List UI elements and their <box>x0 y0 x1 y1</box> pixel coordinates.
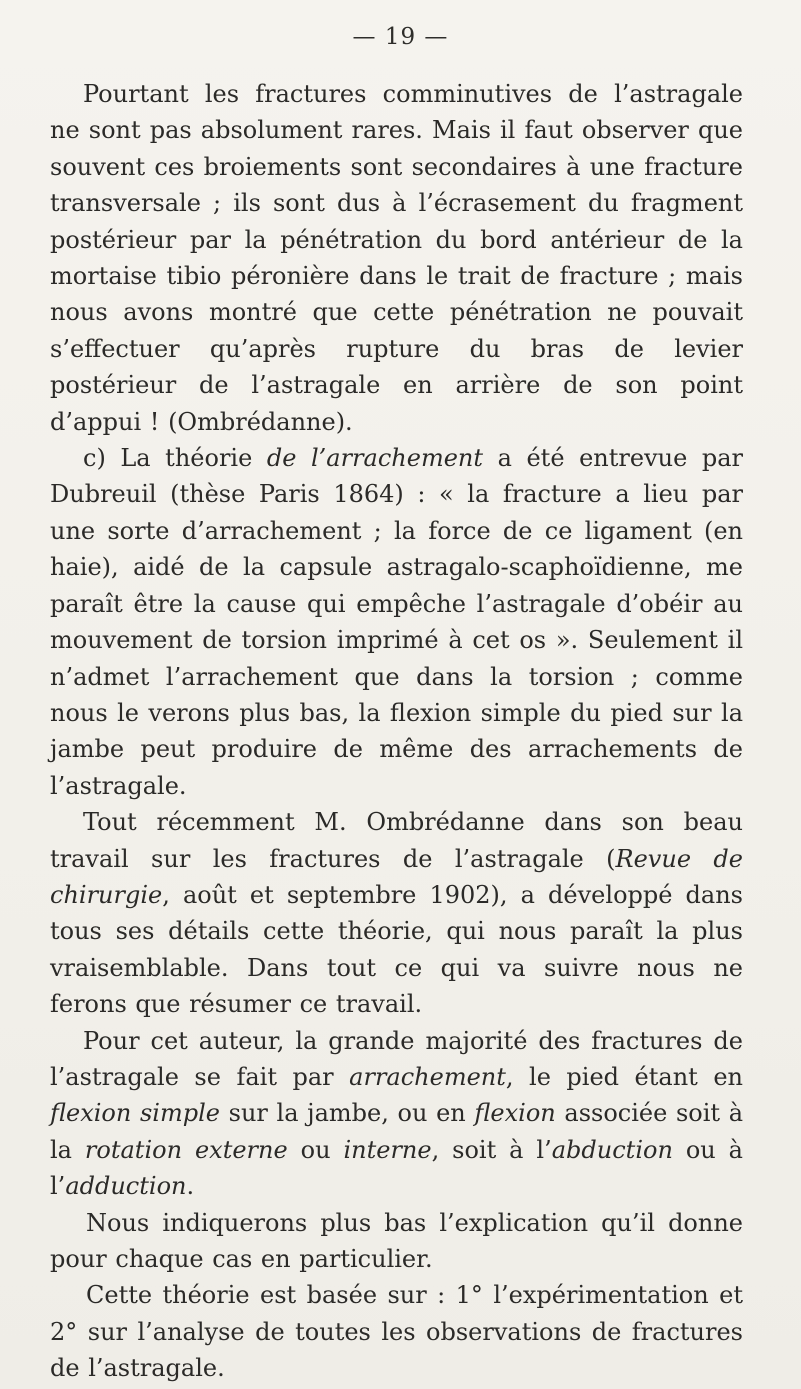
paragraph-3 <box>50 804 743 1022</box>
paragraph-4-italic-2: flexion simple <box>50 1099 220 1128</box>
page-number: — 19 — <box>352 24 449 50</box>
paragraph-4-text-2: , le pied étant en <box>505 1062 743 1091</box>
paragraph-1-text: Pourtant les fractures comminutives de l’astragale ne sont pas absolument rares. Mais il faut observer que souvent ces broiements sont secondaires à une fracture transversale ; ils sont dus à l’écrasement du fragment postérieur par la pénétration du bord antérieur de la mortaise tibio péronière dans le trait de fracture ; mais nous avons montré que cette pénétration ne pouvait s’effectuer qu’après rupture du bras de levier postérieur de l’astragale en arrière de son point d’appui ! (Ombrédanne). <box>50 80 743 436</box>
paragraph-2-text-2: a été entrevue par Dubreuil (thèse Paris 1864) : « la fracture a lieu par une sorte d’arrachement ; la force de ce ligament (en haie), aidé de la capsule astragalo-scaphoïdienne, me paraît être la cause qui empêche l’astragale d’obéir au mouvement de torsion imprimé à cet os ». Seulement il n’admet l’arrachement que dans la torsion ; comme nous le verons plus bas, la flexion simple du pied sur la jambe peut produire de même des arrachements de l’astragale. <box>50 444 743 800</box>
paragraph-2-text-1: c) La théorie <box>83 444 267 473</box>
paragraph-2-italic-1: de l’arrachement <box>266 444 484 473</box>
paragraph-4-text-8: . <box>186 1172 195 1201</box>
paragraph-4-italic-5: interne <box>343 1135 432 1164</box>
paragraph-3-text-1: Tout récemment M. Ombrédanne dans son beau travail sur les fractures de l’astragale ( <box>50 808 743 873</box>
paragraph-4 <box>50 1023 743 1205</box>
paragraph-4-text-3: sur la jambe, ou en <box>219 1099 475 1128</box>
paragraph-5-text: Nous indiquerons plus bas l’explication qu’il donne pour chaque cas en particulier. <box>50 1208 743 1273</box>
paragraph-4-italic-3: flexion <box>474 1099 556 1128</box>
body-text <box>50 76 743 1387</box>
paragraph-1 <box>50 76 743 440</box>
paragraph-4-text-5: ou <box>287 1135 344 1164</box>
paragraph-3-text-2: , août et septembre 1902), a développé dans tous ses détails cette théorie, qui nous paraît la plus vraisemblable. Dans tout ce qui va suivre nous ne ferons que résumer ce travail. <box>50 880 743 1019</box>
paragraph-4-text-1: Pour cet auteur, la grande majorité des fractures de l’astragale se fait par <box>50 1026 743 1091</box>
paragraph-2 <box>50 440 743 804</box>
paragraph-4-italic-4: rotation externe <box>84 1135 288 1164</box>
paragraph-6-text: Cette théorie est basée sur : 1° l’expérimentation et 2° sur l’analyse de toutes les observations de fractures de l’astragale. <box>50 1281 743 1383</box>
paragraph-4-italic-6: abduction <box>551 1135 673 1164</box>
paragraph-4-text-4: associée soit à la <box>50 1099 743 1164</box>
paragraph-4-italic-7: adduction <box>65 1172 187 1201</box>
paragraph-3-italic-1: Revue de chirurgie <box>50 844 743 909</box>
paragraph-4-text-6: , soit à l’ <box>431 1135 552 1164</box>
paragraph-6 <box>50 1277 743 1386</box>
paragraph-5 <box>50 1205 743 1278</box>
paragraph-4-text-7: ou à l’ <box>50 1135 743 1201</box>
paragraph-4-italic-1: arrachement <box>349 1062 506 1091</box>
